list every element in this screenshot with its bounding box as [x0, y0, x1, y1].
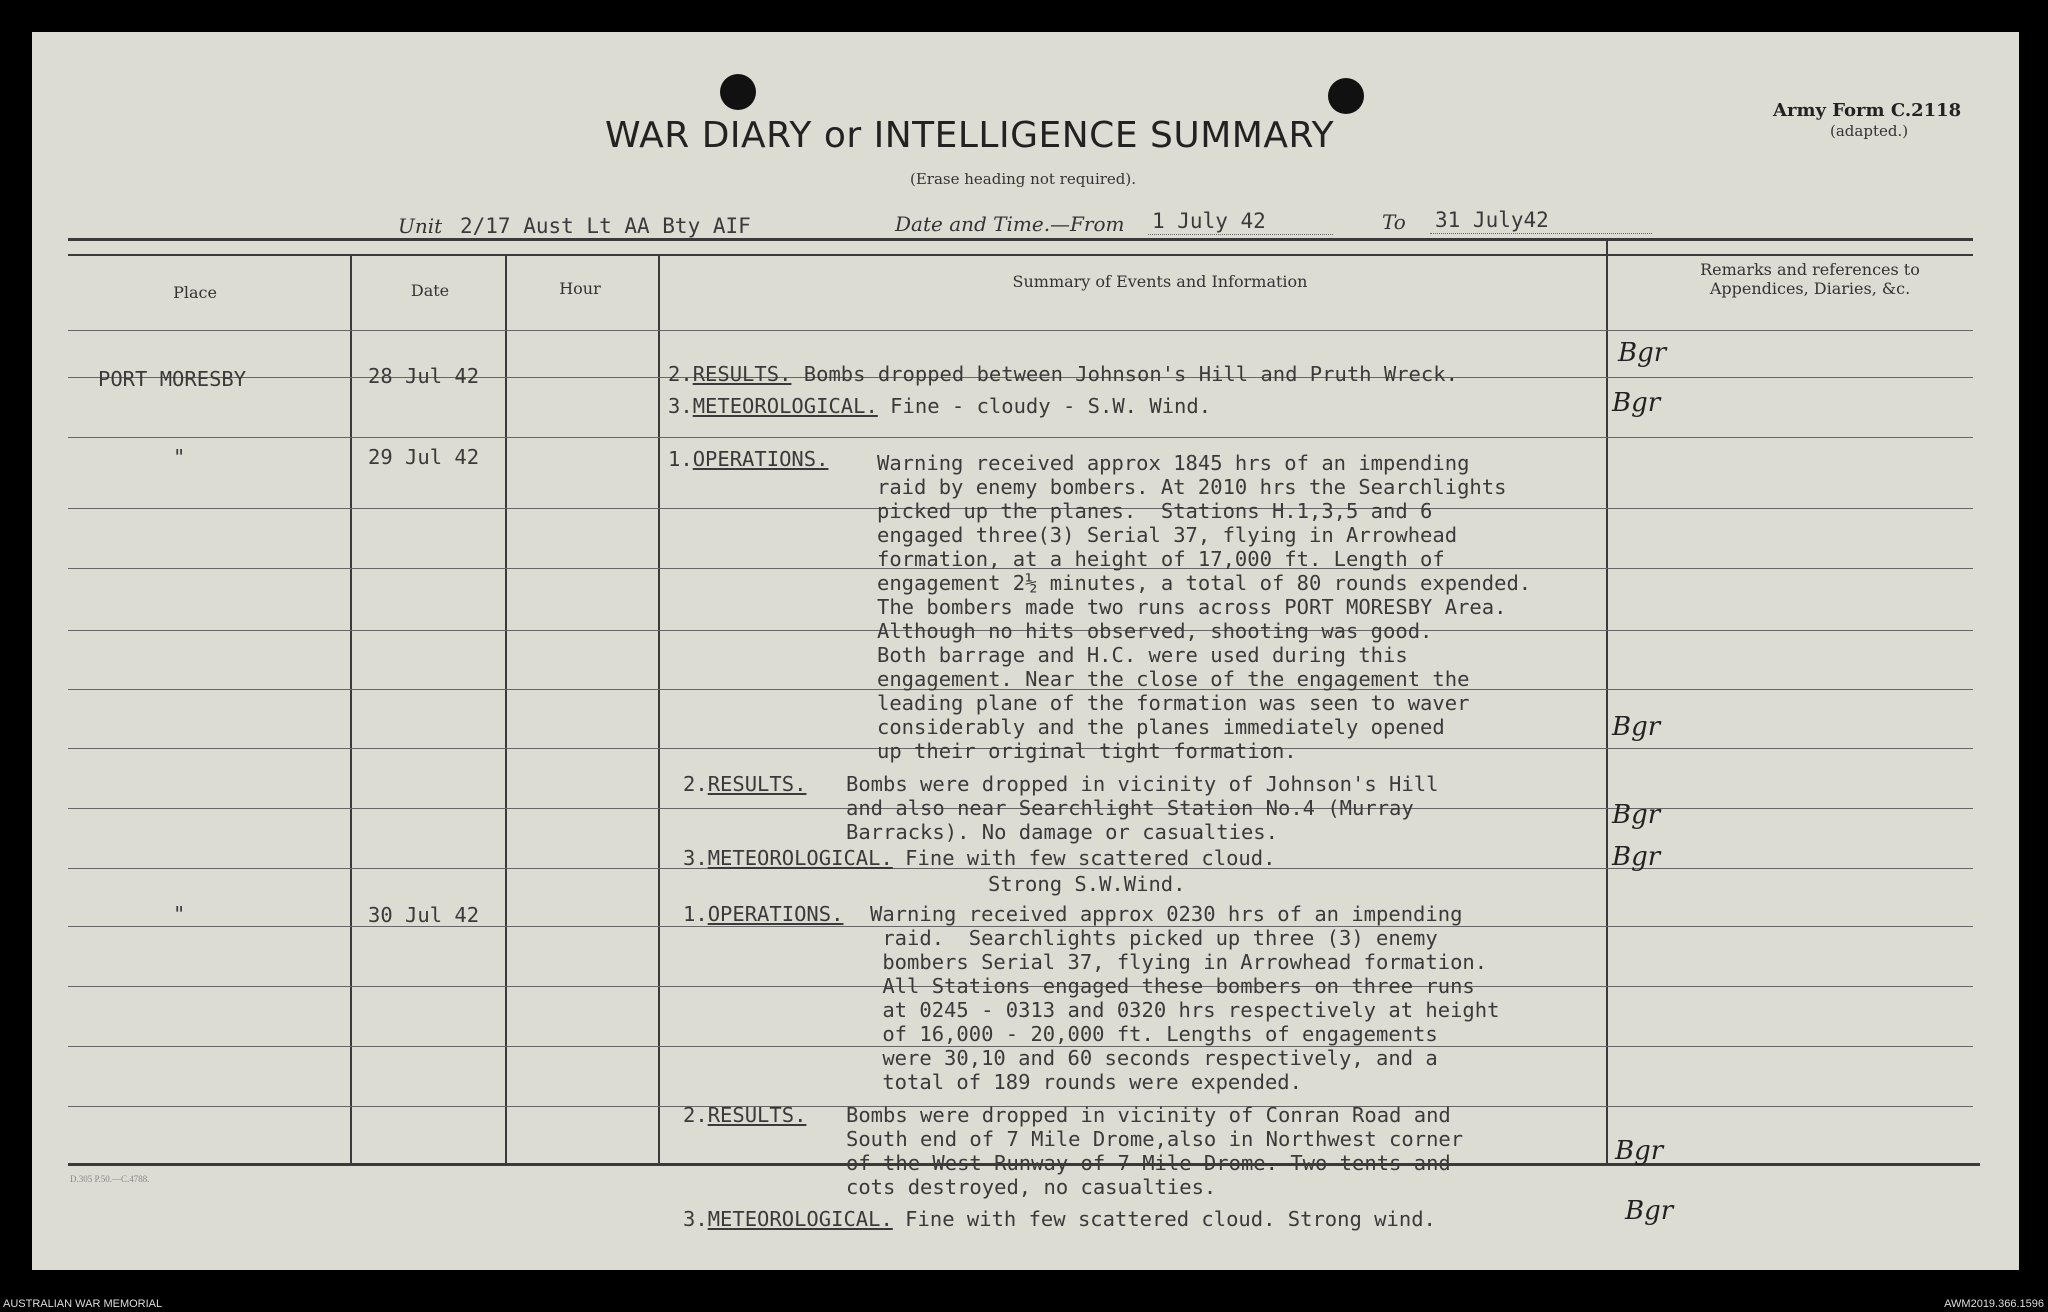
text-line: raid. Searchlights picked up three (3) enemy: [870, 926, 1438, 950]
operations-heading: [683, 902, 843, 926]
unit-label: Unit: [398, 214, 443, 238]
item-heading: METEOROLOGICAL.: [692, 394, 878, 418]
text-line: considerably and the planes immediately opened: [877, 715, 1445, 739]
item-text: Fine with few scattered cloud.: [892, 846, 1276, 870]
text-line: of the West Runway of 7 Mile Drome. Two tents and: [846, 1151, 1451, 1175]
item-heading: OPERATIONS.: [707, 902, 844, 926]
table-top-border: [68, 238, 1973, 241]
entry-date: 30 Jul 42: [368, 903, 480, 927]
item-number: 1.: [668, 447, 693, 471]
text-line: All Stations engaged these bombers on three runs: [870, 974, 1475, 998]
footer-credit: AUSTRALIAN WAR MEMORIAL: [3, 1298, 163, 1310]
text-line: Barracks). No damage or casualties.: [846, 820, 1278, 844]
column-header-date: Date: [410, 281, 450, 300]
text-line: The bombers made two runs across PORT MORESBY Area.: [877, 595, 1507, 619]
footer-accession-number: AWM2019.366.1596: [1944, 1298, 2044, 1310]
meteorological-item: [683, 1207, 1436, 1231]
text-line: and also near Searchlight Station No.4 (Murray: [846, 796, 1414, 820]
handwritten-initials: Bgr: [1612, 842, 1661, 872]
item-number: 3.: [683, 846, 708, 870]
item-heading: METEOROLOGICAL.: [707, 846, 893, 870]
handwritten-initials: Bgr: [1612, 388, 1661, 418]
column-header-hour: Hour: [559, 279, 601, 298]
column-header-remarks: [1660, 260, 1960, 298]
item-number: 2.: [668, 362, 693, 386]
entry-place-ditto: ": [173, 445, 186, 469]
to-label: To: [1382, 210, 1406, 234]
handwritten-initials: Bgr: [1615, 1136, 1664, 1166]
text-line: of 16,000 - 20,000 ft. Lengths of engagements: [870, 1022, 1438, 1046]
entry-date: 29 Jul 42: [368, 445, 480, 469]
column-divider: [505, 255, 507, 1163]
item-number: 3.: [683, 1207, 708, 1231]
page-subtitle: (Erase heading not required).: [910, 170, 1137, 188]
results-text: [846, 1103, 1463, 1199]
item-number: 2.: [683, 1103, 708, 1127]
item-heading: RESULTS.: [707, 1103, 807, 1127]
handwritten-initials: Bgr: [1612, 712, 1661, 742]
punch-hole: [720, 74, 756, 110]
text-line: formation, at a height of 17,000 ft. Length of: [877, 547, 1445, 571]
date-to-dotted-line: [1430, 233, 1652, 234]
text-line: Warning received approx 1845 hrs of an impending: [877, 451, 1470, 475]
handwritten-initials: Bgr: [1612, 800, 1661, 830]
operations-heading: [668, 447, 828, 471]
handwritten-initials: Bgr: [1618, 338, 1667, 368]
meteorological-item: [683, 846, 1275, 870]
item-heading: RESULTS.: [707, 772, 807, 796]
column-divider: [1606, 240, 1608, 1163]
date-from: 1 July 42: [1152, 209, 1266, 233]
unit-value: 2/17 Aust Lt AA Bty AIF: [460, 214, 751, 238]
item-text: Fine with few scattered cloud. Strong wind.: [892, 1207, 1436, 1231]
item-text: Fine - cloudy - S.W. Wind.: [877, 394, 1212, 418]
results-text: [846, 772, 1438, 844]
text-line: picked up the planes. Stations H.1,3,5 and 6: [877, 499, 1433, 523]
text-line: at 0245 - 0313 and 0320 hrs respectively at height: [870, 998, 1500, 1022]
date-label: Date and Time.—From: [895, 212, 1125, 236]
print-stamp: D.305 P.50.—C.4788.: [70, 1174, 150, 1184]
handwritten-initials: Bgr: [1625, 1196, 1674, 1226]
operations-text: [870, 902, 1499, 1094]
entry-place-ditto: ": [173, 902, 186, 926]
item-number: 2.: [683, 772, 708, 796]
date-to: 31 July42: [1435, 208, 1549, 232]
entry-date: 28 Jul 42: [368, 364, 480, 388]
entry-place: PORT MORESBY: [98, 367, 247, 391]
text-line: Warning received approx 0230 hrs of an impending: [870, 902, 1463, 926]
text-line: raid by enemy bombers. At 2010 hrs the Searchlights: [877, 475, 1507, 499]
remarks-header-line: Remarks and references to: [1700, 260, 1920, 279]
table-top-border-inner: [68, 254, 1973, 256]
text-line: Bombs were dropped in vicinity of Conran Road and: [846, 1103, 1451, 1127]
text-line: Bombs were dropped in vicinity of Johnson's Hill: [846, 772, 1439, 796]
text-line: engagement 2½ minutes, a total of 80 rounds expended.: [877, 571, 1532, 595]
column-header-summary: Summary of Events and Information: [1012, 272, 1308, 291]
text-line: engagement. Near the close of the engagement the: [877, 667, 1470, 691]
meteorological-text-cont: Strong S.W.Wind.: [988, 872, 1186, 896]
text-line: bombers Serial 37, flying in Arrowhead formation.: [870, 950, 1488, 974]
item-text: Bombs dropped between Johnson's Hill and Pruth Wreck.: [791, 362, 1458, 386]
form-id: Army Form C.2118: [1773, 100, 1962, 121]
results-heading: [683, 772, 806, 796]
date-from-dotted-line: [1148, 234, 1333, 235]
remarks-header-line: Appendices, Diaries, &c.: [1709, 279, 1911, 298]
column-divider: [658, 255, 660, 1163]
text-line: leading plane of the formation was seen to waver: [877, 691, 1470, 715]
text-line: were 30,10 and 60 seconds respectively, and a: [870, 1046, 1438, 1070]
item-number: 1.: [683, 902, 708, 926]
text-line: up their original tight formation.: [877, 739, 1297, 763]
results-heading: [683, 1103, 806, 1127]
punch-hole: [1328, 78, 1364, 114]
item-number: 3.: [668, 394, 693, 418]
operations-text: [877, 451, 1531, 763]
page-title: WAR DIARY or INTELLIGENCE SUMMARY: [605, 115, 1335, 156]
text-line: cots destroyed, no casualties.: [846, 1175, 1217, 1199]
item-heading: RESULTS.: [692, 362, 792, 386]
results-item: [668, 362, 1458, 386]
text-line: South end of 7 Mile Drome,also in Northwest corner: [846, 1127, 1464, 1151]
item-heading: METEOROLOGICAL.: [707, 1207, 893, 1231]
item-heading: OPERATIONS.: [692, 447, 829, 471]
text-line: Both barrage and H.C. were used during this: [877, 643, 1408, 667]
text-line: total of 189 rounds were expended.: [870, 1070, 1302, 1094]
text-line: engaged three(3) Serial 37, flying in Arrowhead: [877, 523, 1458, 547]
meteorological-item: [668, 394, 1211, 418]
column-header-place: Place: [173, 283, 217, 302]
row-rule: [68, 437, 1973, 438]
form-note: (adapted.): [1830, 122, 1909, 140]
text-line: Although no hits observed, shooting was good.: [877, 619, 1433, 643]
column-divider: [350, 255, 352, 1163]
row-rule: [68, 330, 1973, 331]
